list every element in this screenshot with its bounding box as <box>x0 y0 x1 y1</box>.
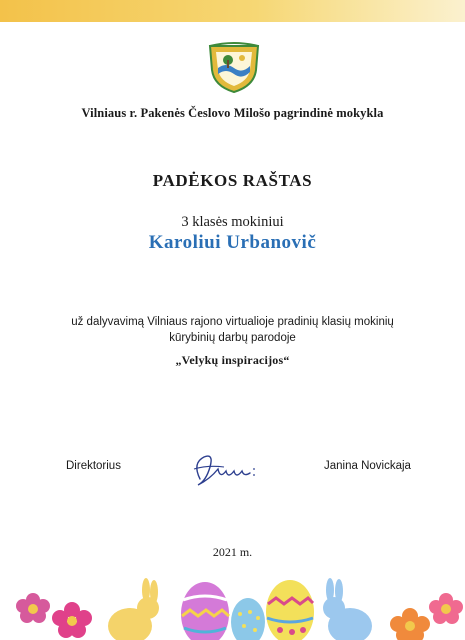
flower-icon <box>16 593 50 623</box>
recipient-class: 3 klasės mokiniui <box>181 214 284 230</box>
flower-icon <box>429 593 463 624</box>
school-crest-icon <box>206 40 262 94</box>
year: 2021 m. <box>212 545 253 559</box>
certificate-title: PADĖKOS RAŠTAS <box>152 171 313 190</box>
easter-egg-icon <box>231 598 265 640</box>
signer-name: Janina Novickaja <box>324 460 411 472</box>
bunny-icon <box>323 578 372 640</box>
event-name: „Velykų inspiracijos“ <box>175 353 290 367</box>
top-decorative-band <box>0 0 465 22</box>
flower-icon <box>390 608 430 640</box>
reason-line-2: kūrybinių darbų parodoje <box>169 332 296 344</box>
bunny-icon <box>108 578 159 640</box>
school-name: Vilniaus r. Pakenės Česlovo Milošo pagrindinė mokykla <box>81 106 384 120</box>
easter-egg-icon <box>266 580 314 640</box>
flower-icon <box>52 602 92 638</box>
easter-egg-icon <box>181 582 229 640</box>
signer-role: Direktorius <box>66 460 121 472</box>
easter-decoration <box>0 570 465 640</box>
recipient-name: Karoliui Urbanovič <box>148 232 317 253</box>
reason-line-1: už dalyvavimą Vilniaus rajono virtualioje pradinių klasių mokinių <box>71 316 394 328</box>
signature-icon <box>188 449 258 491</box>
